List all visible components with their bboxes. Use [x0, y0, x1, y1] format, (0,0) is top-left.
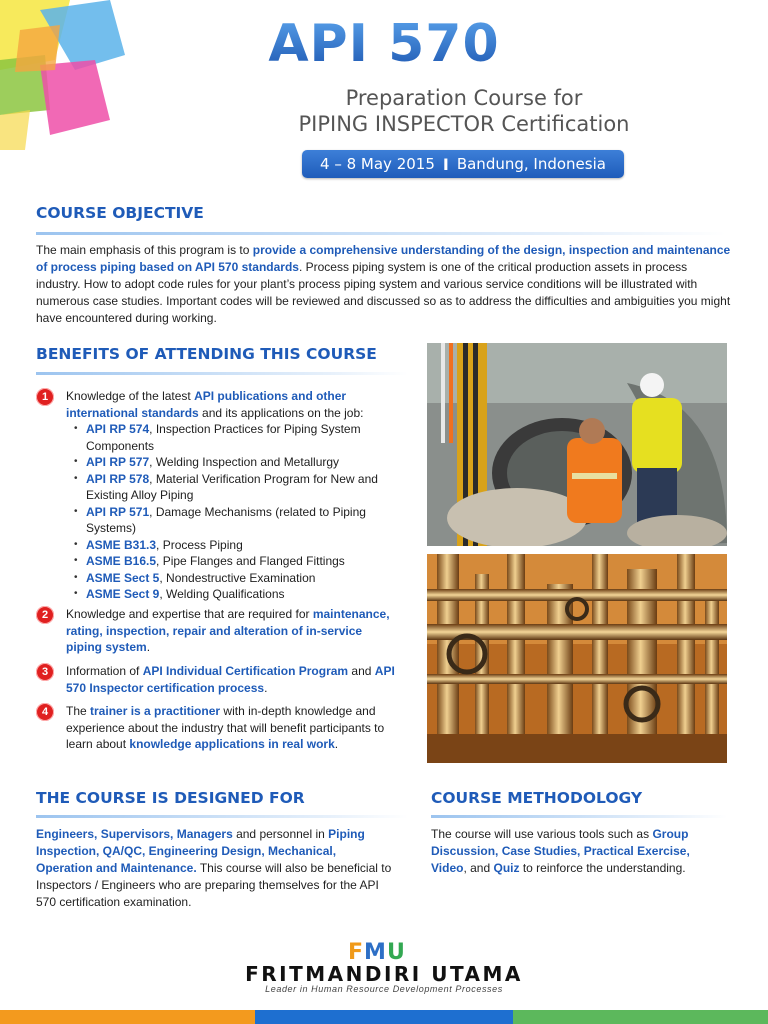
- designed-for-divider: [36, 815, 408, 818]
- benefit-4-highlight-2: knowledge applications in real work: [129, 737, 335, 751]
- company-logo: [236, 940, 532, 996]
- refinery-piping-photo: [427, 554, 727, 763]
- standard-code: API RP 577: [86, 455, 150, 469]
- objective-text-end: . Process piping system is one of the critical production assets in process industry. How to adopt code rules for your plant’s process piping system and various service conditions will be illustrated with numerous case studies. Important codes will be reviewed and discussed so as to address the difficulties and ambiguities you might have encountered during working.: [36, 260, 731, 325]
- objective-text-start: The main emphasis of this program is to: [36, 243, 253, 257]
- standard-desc: , Pipe Flanges and Flanged Fittings: [156, 554, 345, 568]
- company-tagline: Leader in Human Resource Development Processes: [265, 984, 503, 994]
- benefit-3-text: [66, 663, 396, 696]
- standard-desc: , Damage Mechanisms (related to Piping Systems): [86, 504, 366, 535]
- company-name: FRITMANDIRI UTAMA: [245, 962, 523, 986]
- benefit-1-highlight: API publications and other international standards: [66, 389, 347, 420]
- standard-desc: , Material Verification Program for New and Existing Alloy Piping: [86, 471, 378, 502]
- benefit-item-2: [36, 606, 396, 656]
- course-location: Bandung, Indonesia: [456, 155, 606, 173]
- standard-item: [74, 454, 396, 471]
- standard-item: [74, 421, 396, 454]
- benefit-1-post: and its applications on the job:: [198, 405, 364, 420]
- benefit-1-pre: Knowledge of the latest: [66, 389, 195, 403]
- date-location-banner: [302, 150, 624, 178]
- benefit-2-highlight: maintenance, rating, inspection, repair and alteration of in-service piping system: [66, 607, 390, 654]
- standard-code: API RP 571: [86, 504, 150, 519]
- benefit-3-highlight-2: API 570 Inspector certification process: [66, 664, 395, 695]
- designed-for-highlight-1: Engineers, Supervisors, Managers: [36, 827, 233, 841]
- designed-for-text-1: and personnel in: [232, 827, 329, 841]
- designed-for-text-2: This course will also be beneficial to Inspectors / Engineers who are preparing themselves for the API 570 certification examination.: [36, 861, 392, 909]
- number-badge-3: 3: [36, 663, 54, 681]
- methodology-text-1: The course will use various tools such as: [431, 827, 653, 841]
- bar-segment-green: [513, 1010, 768, 1024]
- designed-for-highlight-2: Piping Inspection, QA/QC, Engineering Design, Mechanical, Operation and Maintenance.: [36, 827, 365, 875]
- benefit-4-text: [66, 703, 396, 753]
- standard-code: ASME Sect 5: [86, 570, 160, 585]
- benefit-2-post: .: [146, 640, 151, 654]
- benefit-2-text: [66, 606, 396, 656]
- benefits-divider: [36, 372, 408, 375]
- bar-segment-blue: [255, 1010, 513, 1024]
- standard-item: [74, 553, 396, 570]
- objective-heading: COURSE OBJECTIVE: [36, 204, 204, 222]
- standard-code: API RP 574: [86, 422, 150, 436]
- logo-letter-u: U: [386, 940, 406, 965]
- methodology-heading: COURSE METHODOLOGY: [431, 789, 643, 807]
- standard-item: [74, 471, 396, 504]
- standard-code: ASME B16.5: [86, 554, 157, 568]
- number-badge-2: 2: [36, 606, 54, 624]
- inspectors-photo: [427, 343, 727, 546]
- objective-divider: [36, 232, 726, 235]
- logo-letter-f: F: [348, 940, 365, 965]
- standard-desc: , Nondestructive Examination: [159, 570, 316, 585]
- designed-for-text: [36, 826, 396, 911]
- standard-code: ASME Sect 9: [86, 587, 160, 601]
- course-title: API 570: [0, 14, 768, 74]
- benefit-4-highlight-1: trainer is a practitioner: [90, 704, 221, 718]
- standards-list: [74, 421, 396, 603]
- methodology-text-3: to reinforce the understanding.: [519, 861, 686, 875]
- standard-desc: , Welding Qualifications: [159, 587, 285, 601]
- course-subtitle-line1: Preparation Course for: [345, 86, 583, 110]
- designed-for-heading: THE COURSE IS DESIGNED FOR: [36, 789, 305, 807]
- standard-item: [74, 537, 396, 554]
- standard-desc: , Process Piping: [156, 537, 243, 552]
- course-date: 4 – 8 May 2015: [320, 155, 435, 173]
- standard-desc: , Welding Inspection and Metallurgy: [149, 455, 340, 469]
- methodology-highlight-1: Group Discussion, Case Studies, Practical Exercise, Video: [431, 827, 690, 875]
- standard-item: [74, 570, 396, 587]
- methodology-divider: [431, 815, 727, 818]
- benefit-3-pre: Information of: [66, 664, 143, 678]
- benefit-1-text: [66, 388, 396, 421]
- standard-code: ASME B31.3: [86, 537, 157, 552]
- course-subtitle-line2: PIPING INSPECTOR Certification: [298, 112, 630, 136]
- objective-highlight: provide a comprehensive understanding of the design, inspection and maintenance of process piping based on API 570 standards: [36, 243, 731, 274]
- benefit-3-mid: and: [348, 664, 375, 678]
- standard-item: [74, 504, 396, 537]
- logo-letter-m: M: [364, 940, 387, 965]
- benefit-item-3: [36, 663, 396, 696]
- methodology-text-2: , and: [463, 861, 494, 875]
- date-separator: I: [442, 154, 449, 174]
- methodology-highlight-2: Quiz: [493, 861, 520, 875]
- benefits-heading: BENEFITS OF ATTENDING THIS COURSE: [36, 345, 377, 363]
- benefit-4-pre: The: [66, 704, 91, 718]
- number-badge-1: 1: [36, 388, 54, 406]
- bar-segment-orange: [0, 1010, 255, 1024]
- methodology-text: [431, 826, 727, 877]
- standard-item: [74, 586, 396, 603]
- benefit-item-4: [36, 703, 396, 753]
- benefit-item-1: [36, 388, 396, 603]
- objective-text: [36, 242, 732, 327]
- number-badge-4: 4: [36, 703, 54, 721]
- standard-code: API RP 578: [86, 471, 150, 486]
- benefit-3-post: .: [264, 680, 268, 695]
- standard-desc: , Inspection Practices for Piping System Components: [86, 422, 361, 453]
- benefit-3-highlight-1: API Individual Certification Program: [142, 664, 349, 678]
- benefit-4-mid: with in-depth knowledge and experience about the industry that will benefit participants to learn about: [66, 704, 385, 751]
- benefit-2-pre: Knowledge and expertise that are required for: [66, 607, 313, 621]
- benefit-4-post: .: [334, 737, 339, 751]
- bottom-color-bar: [0, 1010, 768, 1024]
